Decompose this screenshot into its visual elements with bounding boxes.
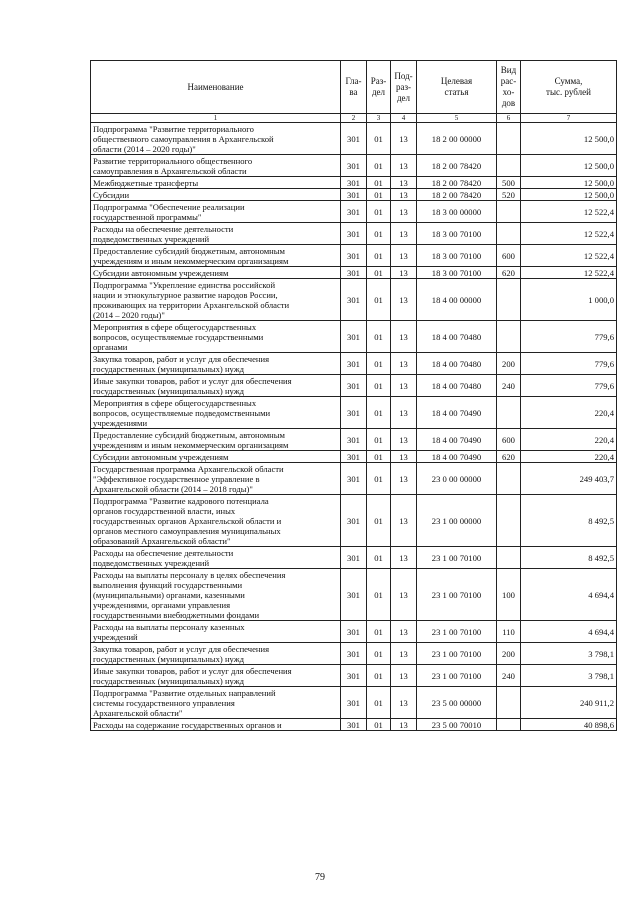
row-expense-type-cell — [497, 495, 521, 547]
table-row — [91, 375, 617, 397]
row-sum-cell: 3 798,1 — [521, 643, 617, 665]
header-name: Наименование — [91, 61, 341, 114]
row-target-article-cell: 23 1 00 70100 — [417, 643, 497, 665]
table-row — [91, 279, 617, 321]
row-sum-cell: 779,6 — [521, 321, 617, 353]
row-expense-type-cell — [497, 321, 521, 353]
row-subsection-cell: 13 — [391, 569, 417, 621]
row-name-cell: Мероприятия в сфере общегосударственных вопросов, осуществляемые подведомственными учреждениями — [91, 397, 341, 429]
header-section: Раз- дел — [367, 61, 391, 114]
table-row — [91, 267, 617, 279]
row-name-cell: Предоставление субсидий бюджетным, автономным учреждениям и иным некоммерческим организациям — [91, 429, 341, 451]
row-name-cell: Подпрограмма "Развитие территориального общественного самоуправления в Архангельской области (2014 – 2020 годы)" — [91, 123, 341, 155]
row-chapter-cell: 301 — [341, 245, 367, 267]
row-subsection-cell: 13 — [391, 429, 417, 451]
row-section-cell: 01 — [367, 201, 391, 223]
row-name-cell: Государственная программа Архангельской области "Эффективное государственное управление в Архангельской области (2014 – 2018 годы)" — [91, 463, 341, 495]
table-row — [91, 719, 617, 731]
row-section-cell: 01 — [367, 451, 391, 463]
table-row — [91, 547, 617, 569]
row-expense-type-cell: 200 — [497, 643, 521, 665]
row-sum-cell: 1 000,0 — [521, 279, 617, 321]
row-expense-type-cell: 240 — [497, 665, 521, 687]
table-row — [91, 621, 617, 643]
row-section-cell: 01 — [367, 123, 391, 155]
row-expense-type-cell: 520 — [497, 189, 521, 201]
row-expense-type-cell: 200 — [497, 353, 521, 375]
row-name-cell: Расходы на обеспечение деятельности подведомственных учреждений — [91, 223, 341, 245]
row-expense-type-cell: 600 — [497, 245, 521, 267]
row-target-article-cell: 18 2 00 78420 — [417, 189, 497, 201]
row-chapter-cell: 301 — [341, 569, 367, 621]
row-sum-cell: 12 522,4 — [521, 201, 617, 223]
header-expense-type: Вид рас- хо- дов — [497, 61, 521, 114]
row-expense-type-cell — [497, 547, 521, 569]
header-sum: Сумма, тыс. рублей — [521, 61, 617, 114]
row-target-article-cell: 18 4 00 00000 — [417, 279, 497, 321]
row-subsection-cell: 13 — [391, 245, 417, 267]
row-name-cell: Расходы на выплаты персоналу в целях обеспечения выполнения функций государственными (муниципальными) органами, казенными учреждениями, органами управления государственными внебюджетными фондами — [91, 569, 341, 621]
table-row — [91, 451, 617, 463]
row-subsection-cell: 13 — [391, 155, 417, 177]
row-chapter-cell: 301 — [341, 719, 367, 731]
row-chapter-cell: 301 — [341, 687, 367, 719]
row-section-cell: 01 — [367, 353, 391, 375]
row-sum-cell: 220,4 — [521, 397, 617, 429]
row-subsection-cell: 13 — [391, 279, 417, 321]
row-sum-cell: 12 500,0 — [521, 189, 617, 201]
row-subsection-cell: 13 — [391, 719, 417, 731]
row-section-cell: 01 — [367, 643, 391, 665]
row-name-cell: Предоставление субсидий бюджетным, автономным учреждениям и иным некоммерческим организациям — [91, 245, 341, 267]
row-target-article-cell: 18 4 00 70480 — [417, 321, 497, 353]
row-sum-cell: 12 500,0 — [521, 155, 617, 177]
row-sum-cell: 40 898,6 — [521, 719, 617, 731]
row-sum-cell: 220,4 — [521, 451, 617, 463]
row-target-article-cell: 18 4 00 70480 — [417, 375, 497, 397]
row-expense-type-cell: 500 — [497, 177, 521, 189]
row-target-article-cell: 23 5 00 00000 — [417, 687, 497, 719]
row-sum-cell: 12 500,0 — [521, 123, 617, 155]
row-chapter-cell: 301 — [341, 189, 367, 201]
table-row — [91, 397, 617, 429]
row-subsection-cell: 13 — [391, 547, 417, 569]
row-sum-cell: 12 522,4 — [521, 245, 617, 267]
row-chapter-cell: 301 — [341, 495, 367, 547]
row-name-cell: Расходы на выплаты персоналу казенных учреждений — [91, 621, 341, 643]
row-expense-type-cell — [497, 719, 521, 731]
column-number: 6 — [497, 114, 521, 123]
row-expense-type-cell — [497, 463, 521, 495]
row-target-article-cell: 18 2 00 78420 — [417, 177, 497, 189]
row-subsection-cell: 13 — [391, 267, 417, 279]
row-chapter-cell: 301 — [341, 451, 367, 463]
row-target-article-cell: 18 2 00 78420 — [417, 155, 497, 177]
row-expense-type-cell: 620 — [497, 267, 521, 279]
row-chapter-cell: 301 — [341, 429, 367, 451]
row-subsection-cell: 13 — [391, 495, 417, 547]
row-expense-type-cell — [497, 687, 521, 719]
row-name-cell: Мероприятия в сфере общегосударственных вопросов, осуществляемые государственными органами — [91, 321, 341, 353]
row-chapter-cell: 301 — [341, 665, 367, 687]
column-number: 2 — [341, 114, 367, 123]
row-name-cell: Развитие территориального общественного самоуправления в Архангельской области — [91, 155, 341, 177]
column-number: 3 — [367, 114, 391, 123]
header-row — [91, 61, 617, 114]
row-expense-type-cell — [497, 223, 521, 245]
row-section-cell: 01 — [367, 155, 391, 177]
row-sum-cell: 249 403,7 — [521, 463, 617, 495]
page-number: 79 — [315, 872, 325, 883]
row-name-cell: Подпрограмма "Обеспечение реализации государственной программы" — [91, 201, 341, 223]
header-target-article: Целевая статья — [417, 61, 497, 114]
row-name-cell: Субсидии — [91, 189, 341, 201]
row-subsection-cell: 13 — [391, 353, 417, 375]
row-target-article-cell: 18 4 00 70480 — [417, 353, 497, 375]
row-target-article-cell: 18 3 00 70100 — [417, 267, 497, 279]
row-expense-type-cell — [497, 397, 521, 429]
row-target-article-cell: 23 1 00 70100 — [417, 547, 497, 569]
row-chapter-cell: 301 — [341, 201, 367, 223]
row-target-article-cell: 23 0 00 00000 — [417, 463, 497, 495]
table-row — [91, 189, 617, 201]
row-name-cell: Иные закупки товаров, работ и услуг для обеспечения государственных (муниципальных) нужд — [91, 375, 341, 397]
row-chapter-cell: 301 — [341, 321, 367, 353]
table-row — [91, 687, 617, 719]
row-section-cell: 01 — [367, 267, 391, 279]
budget-table — [90, 60, 617, 731]
row-expense-type-cell: 240 — [497, 375, 521, 397]
row-chapter-cell: 301 — [341, 375, 367, 397]
row-section-cell: 01 — [367, 463, 391, 495]
row-name-cell: Субсидии автономным учреждениям — [91, 267, 341, 279]
row-name-cell: Расходы на обеспечение деятельности подведомственных учреждений — [91, 547, 341, 569]
row-section-cell: 01 — [367, 279, 391, 321]
row-name-cell: Подпрограмма "Развитие кадрового потенциала органов государственной власти, иных государственных органов Архангельской области и органов местного самоуправления муниципальных образований Архангельской области" — [91, 495, 341, 547]
row-name-cell: Подпрограмма "Укрепление единства российской нации и этнокультурное развитие народов России, проживающих на территории Архангельской области (2014 – 2020 годы)" — [91, 279, 341, 321]
header-chapter: Гла- ва — [341, 61, 367, 114]
row-sum-cell: 220,4 — [521, 429, 617, 451]
row-sum-cell: 12 522,4 — [521, 267, 617, 279]
row-chapter-cell: 301 — [341, 223, 367, 245]
row-target-article-cell: 23 1 00 70100 — [417, 569, 497, 621]
row-sum-cell: 12 522,4 — [521, 223, 617, 245]
table-row — [91, 223, 617, 245]
row-expense-type-cell — [497, 279, 521, 321]
row-subsection-cell: 13 — [391, 201, 417, 223]
row-target-article-cell: 18 3 00 70100 — [417, 245, 497, 267]
row-expense-type-cell: 110 — [497, 621, 521, 643]
row-name-cell: Субсидии автономным учреждениям — [91, 451, 341, 463]
column-number-row — [91, 114, 617, 123]
table-row — [91, 665, 617, 687]
row-section-cell: 01 — [367, 569, 391, 621]
row-subsection-cell: 13 — [391, 621, 417, 643]
row-chapter-cell: 301 — [341, 353, 367, 375]
row-target-article-cell: 18 3 00 70100 — [417, 223, 497, 245]
row-sum-cell: 4 694,4 — [521, 569, 617, 621]
table-row — [91, 463, 617, 495]
row-subsection-cell: 13 — [391, 177, 417, 189]
column-number: 4 — [391, 114, 417, 123]
row-sum-cell: 779,6 — [521, 353, 617, 375]
row-name-cell: Закупка товаров, работ и услуг для обеспечения государственных (муниципальных) нужд — [91, 643, 341, 665]
row-name-cell: Закупка товаров, работ и услуг для обеспечения государственных (муниципальных) нужд — [91, 353, 341, 375]
row-expense-type-cell — [497, 201, 521, 223]
row-subsection-cell: 13 — [391, 223, 417, 245]
table-row — [91, 155, 617, 177]
column-number: 7 — [521, 114, 617, 123]
row-sum-cell: 8 492,5 — [521, 495, 617, 547]
row-expense-type-cell — [497, 123, 521, 155]
row-chapter-cell: 301 — [341, 267, 367, 279]
header-subsection: Под- раз- дел — [391, 61, 417, 114]
table-row — [91, 177, 617, 189]
row-chapter-cell: 301 — [341, 463, 367, 495]
row-sum-cell: 8 492,5 — [521, 547, 617, 569]
row-section-cell: 01 — [367, 665, 391, 687]
table-row — [91, 495, 617, 547]
row-sum-cell: 779,6 — [521, 375, 617, 397]
row-subsection-cell: 13 — [391, 665, 417, 687]
row-chapter-cell: 301 — [341, 397, 367, 429]
row-section-cell: 01 — [367, 223, 391, 245]
row-chapter-cell: 301 — [341, 279, 367, 321]
table-row — [91, 123, 617, 155]
row-sum-cell: 3 798,1 — [521, 665, 617, 687]
row-name-cell: Межбюджетные трансферты — [91, 177, 341, 189]
row-section-cell: 01 — [367, 375, 391, 397]
row-subsection-cell: 13 — [391, 375, 417, 397]
row-chapter-cell: 301 — [341, 643, 367, 665]
row-subsection-cell: 13 — [391, 189, 417, 201]
row-target-article-cell: 23 1 00 70100 — [417, 621, 497, 643]
row-section-cell: 01 — [367, 621, 391, 643]
table-row — [91, 643, 617, 665]
column-number: 5 — [417, 114, 497, 123]
table-row — [91, 569, 617, 621]
row-section-cell: 01 — [367, 397, 391, 429]
row-section-cell: 01 — [367, 687, 391, 719]
row-name-cell: Подпрограмма "Развитие отдельных направлений системы государственного управления Архангельской области" — [91, 687, 341, 719]
row-subsection-cell: 13 — [391, 451, 417, 463]
row-subsection-cell: 13 — [391, 123, 417, 155]
row-section-cell: 01 — [367, 321, 391, 353]
column-number: 1 — [91, 114, 341, 123]
table-row — [91, 429, 617, 451]
row-chapter-cell: 301 — [341, 123, 367, 155]
row-chapter-cell: 301 — [341, 155, 367, 177]
row-expense-type-cell: 620 — [497, 451, 521, 463]
row-target-article-cell: 18 3 00 00000 — [417, 201, 497, 223]
row-sum-cell: 240 911,2 — [521, 687, 617, 719]
row-subsection-cell: 13 — [391, 397, 417, 429]
row-expense-type-cell: 100 — [497, 569, 521, 621]
row-name-cell: Иные закупки товаров, работ и услуг для обеспечения государственных (муниципальных) нужд — [91, 665, 341, 687]
table-row — [91, 353, 617, 375]
row-name-cell: Расходы на содержание государственных органов и — [91, 719, 341, 731]
row-section-cell: 01 — [367, 495, 391, 547]
row-subsection-cell: 13 — [391, 643, 417, 665]
row-section-cell: 01 — [367, 177, 391, 189]
row-sum-cell: 12 500,0 — [521, 177, 617, 189]
table-row — [91, 201, 617, 223]
row-section-cell: 01 — [367, 245, 391, 267]
row-target-article-cell: 18 4 00 70490 — [417, 451, 497, 463]
row-subsection-cell: 13 — [391, 463, 417, 495]
row-chapter-cell: 301 — [341, 177, 367, 189]
row-expense-type-cell — [497, 155, 521, 177]
row-target-article-cell: 18 2 00 00000 — [417, 123, 497, 155]
row-section-cell: 01 — [367, 719, 391, 731]
row-section-cell: 01 — [367, 189, 391, 201]
table-row — [91, 321, 617, 353]
row-section-cell: 01 — [367, 547, 391, 569]
row-chapter-cell: 301 — [341, 547, 367, 569]
row-target-article-cell: 18 4 00 70490 — [417, 429, 497, 451]
row-target-article-cell: 23 1 00 70100 — [417, 665, 497, 687]
row-subsection-cell: 13 — [391, 687, 417, 719]
table-row — [91, 245, 617, 267]
row-sum-cell: 4 694,4 — [521, 621, 617, 643]
row-target-article-cell: 23 1 00 00000 — [417, 495, 497, 547]
row-expense-type-cell: 600 — [497, 429, 521, 451]
budget-page — [90, 60, 616, 731]
row-target-article-cell: 23 5 00 70010 — [417, 719, 497, 731]
row-chapter-cell: 301 — [341, 621, 367, 643]
row-section-cell: 01 — [367, 429, 391, 451]
row-target-article-cell: 18 4 00 70490 — [417, 397, 497, 429]
row-subsection-cell: 13 — [391, 321, 417, 353]
